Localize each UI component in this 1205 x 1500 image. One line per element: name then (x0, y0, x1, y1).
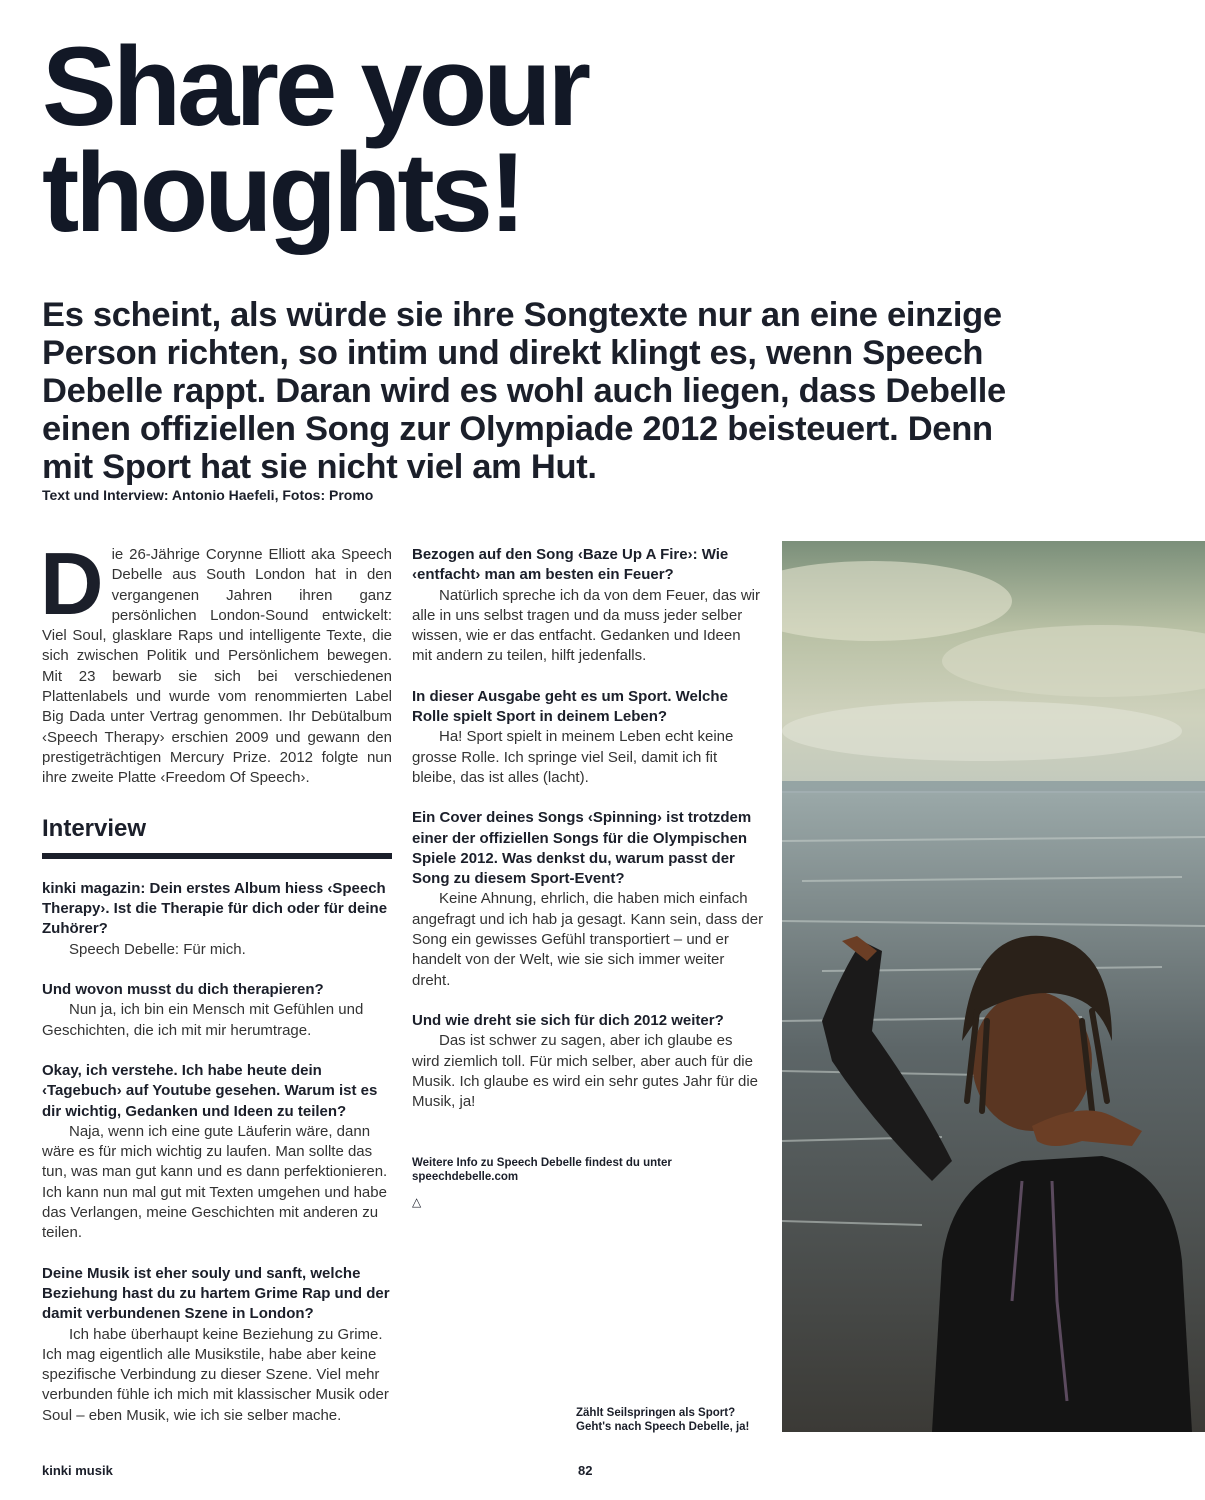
qa-block (412, 1011, 764, 1112)
question: Und wovon musst du dich therapieren? (42, 981, 324, 999)
more-info-text: Weitere Info zu Speech Debelle findest du unter (412, 1157, 672, 1170)
answer: Nun ja, ich bin ein Mensch mit Gefühlen und Geschichten, die ich mit mir herumtrage. (42, 1001, 364, 1039)
question: Ein Cover deines Songs ‹Spinning› ist trotzdem einer der offiziellen Songs für die Olympischen Spiele 2012. Was denkst du, warum passt der Song zu diesem Sport-Event? (412, 809, 752, 888)
qa-block (412, 687, 764, 788)
artist-photo (782, 541, 1205, 1432)
question: Deine Musik ist eher souly und sanft, welche Beziehung hast du zu hartem Grime Rap und der damit verbundenen Szene in London? (42, 1264, 390, 1323)
answer: Natürlich spreche ich da von dem Feuer, das wir alle in uns selbst tragen und da muss jeder selber wissen, wie er das entfacht. Gedanken und Ideen mit andern zu teilen, hilft jedenfalls. (412, 586, 760, 665)
headline-line-2: thoughts! (42, 130, 523, 255)
qa-block (412, 808, 764, 991)
qa-block (412, 545, 764, 667)
qa-block (42, 980, 392, 1041)
headline (42, 24, 802, 255)
more-info-note (412, 1156, 764, 1184)
intro-paragraph (40, 534, 392, 789)
answer: Ha! Sport spielt in meinem Leben echt keine grosse Rolle. Ich springe viel Seil, damit ich fit bleibe, das ist alles (lacht). (412, 728, 734, 786)
question: Okay, ich verstehe. Ich habe heute dein ‹Tagebuch› auf Youtube gesehen. Warum ist es dir wichtig, Gedanken und Ideen zu teilen? (42, 1061, 378, 1120)
qa-block (42, 1264, 392, 1426)
caption-line-1: Zählt Seilspringen als Sport? (576, 1407, 736, 1419)
column-left (40, 534, 392, 1426)
question: Und wie dreht sie sich für dich 2012 weiter? (412, 1011, 724, 1029)
question: In dieser Ausgabe geht es um Sport. Welche Rolle spielt Sport in deinem Leben? (412, 687, 728, 726)
photo-illustration (782, 541, 1205, 1432)
answer: Das ist schwer zu sagen, aber ich glaube es wird ziemlich toll. Für mich selber, aber auch für die Musik. Ich glaube es wird ein sehr gutes Jahr für die Musik, ja! (412, 1032, 759, 1111)
question: kinki magazin: Dein erstes Album hiess ‹Speech Therapy›. Ist die Therapie für dich oder für deine Zuhörer? (42, 879, 388, 938)
lead-paragraph: Es scheint, als würde sie ihre Songtexte nur an eine einzige Person richten, so intim und direkt klingt es, wenn Speech Debelle rappt. Daran wird es wohl auch liegen, dass Debelle einen offiziellen Song zur Olympiade 2012 beisteuert. Denn mit Sport hat sie nicht viel am Hut. (42, 296, 1006, 486)
column-middle (412, 545, 764, 1213)
answer: Speech Debelle: Für mich. (69, 940, 246, 958)
answer: Keine Ahnung, ehrlich, die haben mich einfach angefragt und ich hab ja gesagt. Kann sein, dass der Song ein gewisses Gefühl transportiert – und er handelt von der Welt, wie sie sich immer weiter dreht. (412, 890, 764, 989)
end-mark-icon: △ (412, 1195, 422, 1210)
headline-line-1: Share your (42, 24, 588, 149)
answer: Ich habe überhaupt keine Beziehung zu Grime. Ich mag eigentlich alle Musikstile, habe aber keine spezifische Verbindung zu dieser Szene. Viel mehr verbunden fühle ich mich mit klassischer Musik oder Soul – eben Musik, wie ich sie selber mache. (42, 1325, 389, 1424)
footer-section-label: kinki musik (42, 1463, 113, 1478)
website-link[interactable]: speechdebelle.com (412, 1171, 519, 1184)
caption-line-2: Geht's nach Speech Debelle, ja! (576, 1421, 750, 1433)
photo-caption (576, 1406, 749, 1434)
qa-block (42, 1061, 392, 1244)
qa-block (42, 879, 392, 960)
drop-cap: D (40, 534, 104, 633)
interview-heading: Interview (42, 819, 392, 859)
byline: Text und Interview: Antonio Haefeli, Fotos: Promo (42, 487, 374, 503)
page-number: 82 (578, 1463, 593, 1478)
intro-text: ie 26-Jährige Corynne Elliott aka Speech Debelle aus South London hat in den vergangenen Jahren ihren ganz persönlichen London-Sound entwickelt: Viel Soul, glasklare Raps und intelligente Texte, die sich zwischen Politik und Persönlichem bewegen. Mit 23 bewarb sie sich bei verschiedenen Plattenlabels und wurde vom renommierten Label Big Dada unter Vertrag genommen. Ihr Debütalbum ‹Speech Therapy› erschien 2009 und gewann den prestigeträchtigen Mercury Prize. 2012 folgte nun ihre zweite Platte ‹Freedom Of Speech›. (42, 546, 392, 787)
question: Bezogen auf den Song ‹Baze Up A Fire›: Wie ‹entfacht› man am besten ein Feuer? (412, 546, 729, 584)
answer: Naja, wenn ich eine gute Läuferin wäre, dann wäre es für mich wichtig zu laufen. Man sollte das tun, was man gut kann und es dann perfektionieren. Ich kann nun mal gut mit Texten umgehen und habe das Verlangen, meine Geschichten mit anderen zu teilen. (42, 1122, 388, 1242)
